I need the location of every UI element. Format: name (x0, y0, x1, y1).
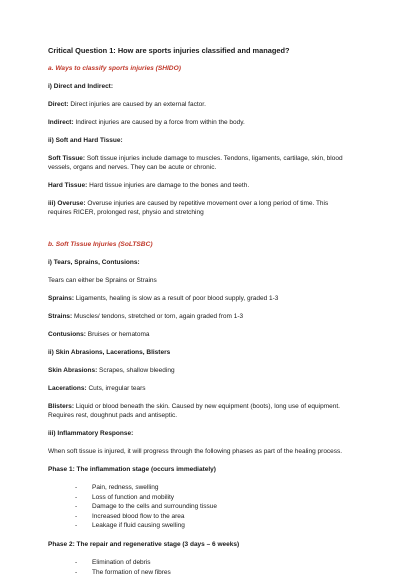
strains-text: Muscles/ tendons, stretched or torn, again graded from 1-3 (72, 313, 244, 320)
blisters-paragraph (48, 402, 352, 420)
overuse-term: iii) Overuse: (48, 200, 86, 207)
contusions-paragraph (48, 330, 352, 339)
blisters-term: Blisters: (48, 403, 75, 410)
inflammatory-heading: iii) Inflammatory Response: (48, 430, 134, 437)
indirect-paragraph (48, 118, 352, 127)
page-title: Critical Question 1: How are sports injuries classified and managed? (48, 46, 290, 55)
sprains-paragraph (48, 294, 352, 303)
list-item: - Leakage if fluid causing swelling (75, 521, 352, 531)
sprains-term: Sprains: (48, 295, 75, 302)
hard-tissue-paragraph (48, 181, 352, 190)
abrasions-text: Scrapes, shallow bleeding (97, 367, 175, 374)
abrasions-term: Skin Abrasions: (48, 367, 98, 374)
phase2-list (48, 558, 352, 577)
contusions-text: Bruises or hematoma (85, 331, 150, 338)
tears-intro: Tears can either be Sprains or Strains (48, 277, 157, 284)
lacerations-paragraph (48, 384, 352, 393)
section-gap (48, 226, 352, 240)
skin-heading: ii) Skin Abrasions, Lacerations, Blisters (48, 349, 171, 356)
list-item: - Damage to the cells and surrounding tissue (75, 502, 352, 512)
list-item: - Pain, redness, swelling (75, 483, 352, 493)
abrasions-paragraph (48, 366, 352, 375)
list-item: - Elimination of debris (75, 558, 352, 568)
inflammatory-intro: When soft tissue is injured, it will progress through the following phases as part of the healing process. (48, 448, 343, 455)
overuse-paragraph (48, 199, 352, 217)
soft-tissue-term: Soft Tissue: (48, 155, 86, 162)
direct-paragraph (48, 100, 352, 109)
lacerations-text: Cuts, irregular tears (86, 385, 146, 392)
contusions-term: Contusions: (48, 331, 86, 338)
direct-term: Direct: (48, 101, 69, 108)
indirect-term: Indirect: (48, 119, 74, 126)
section-b-heading: b. Soft Tissue Injuries (SoLTSBC) (48, 241, 153, 248)
hard-tissue-text: Hard tissue injuries are damage to the bones and teeth. (87, 182, 250, 189)
strains-term: Strains: (48, 313, 73, 320)
list-item: - Loss of function and mobility (75, 493, 352, 503)
phase2-heading: Phase 2: The repair and regenerative stage (3 days – 6 weeks) (48, 540, 240, 548)
overuse-text: Overuse injuries are caused by repetitive movement over a long period of time. This requires RICER, prolonged rest, physio and stretching (48, 200, 329, 216)
phase1-list (48, 483, 352, 531)
phase1-heading: Phase 1: The inflammation stage (occurs immediately) (48, 466, 216, 473)
sprains-text: Ligaments, healing is slow as a result of poor blood supply, graded 1-3 (74, 295, 279, 302)
blisters-text: Liquid or blood beneath the skin. Caused by new equipment (boots), long use of equipment. Requires rest, doughnut pads and antiseptic. (48, 403, 340, 419)
strains-paragraph (48, 312, 352, 321)
tears-heading: i) Tears, Sprains, Contusions: (48, 259, 140, 266)
lacerations-term: Lacerations: (48, 385, 87, 392)
soft-tissue-paragraph (48, 154, 352, 172)
direct-text: Direct injuries are caused by an external factor. (68, 101, 206, 108)
hard-tissue-term: Hard Tissue: (48, 182, 88, 189)
list-item: - Increased blood flow to the area (75, 512, 352, 522)
direct-indirect-heading: i) Direct and Indirect: (48, 83, 114, 90)
list-item: - The formation of new fibres (75, 568, 352, 577)
indirect-text: Indirect injuries are caused by a force from within the body. (73, 119, 245, 126)
soft-tissue-text: Soft tissue injuries include damage to muscles. Tendons, ligaments, cartilage, skin, blood vessels, organs and nerves. They can be acute or chronic. (48, 155, 343, 171)
soft-hard-heading: ii) Soft and Hard Tissue: (48, 137, 123, 144)
section-a-heading: a. Ways to classify sports injuries (SHIDO) (48, 65, 181, 72)
